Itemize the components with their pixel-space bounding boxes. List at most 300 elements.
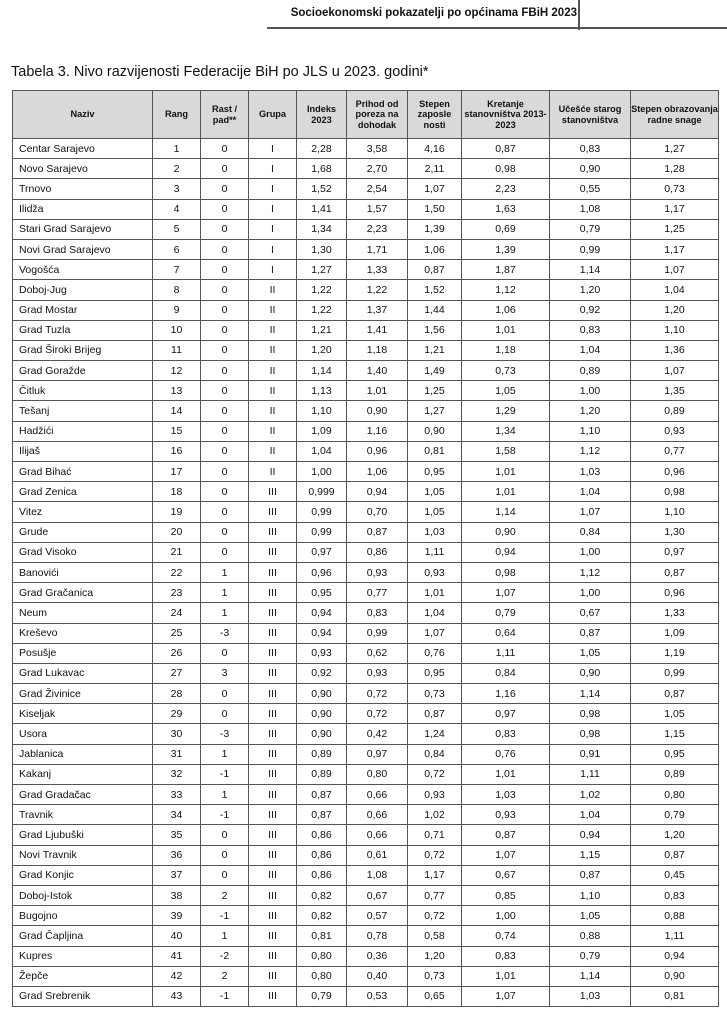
cell-elderly-share: 1,05 bbox=[550, 906, 631, 926]
table-row bbox=[13, 280, 719, 300]
cell-name: Grad Goražde bbox=[13, 361, 153, 381]
cell-elderly-share: 0,55 bbox=[550, 179, 631, 199]
cell-index: 0,90 bbox=[297, 684, 347, 704]
cell-group: III bbox=[249, 704, 297, 724]
cell-population-trend: 0,69 bbox=[462, 219, 550, 239]
cell-change: 0 bbox=[201, 199, 249, 219]
cell-index: 0,80 bbox=[297, 946, 347, 966]
cell-change: 0 bbox=[201, 865, 249, 885]
cell-rank: 36 bbox=[153, 845, 201, 865]
cell-group: I bbox=[249, 239, 297, 259]
cell-population-trend: 1,01 bbox=[462, 462, 550, 482]
cell-index: 1,22 bbox=[297, 300, 347, 320]
table-row bbox=[13, 724, 719, 744]
cell-income-tax: 2,54 bbox=[347, 179, 408, 199]
cell-population-trend: 1,18 bbox=[462, 340, 550, 360]
cell-rank: 2 bbox=[153, 159, 201, 179]
cell-education: 0,96 bbox=[631, 583, 719, 603]
cell-income-tax: 0,80 bbox=[347, 764, 408, 784]
cell-name: Grad Bihać bbox=[13, 462, 153, 482]
cell-employment: 0,81 bbox=[408, 441, 462, 461]
cell-rank: 25 bbox=[153, 623, 201, 643]
cell-elderly-share: 0,87 bbox=[550, 865, 631, 885]
cell-rank: 1 bbox=[153, 139, 201, 159]
cell-employment: 1,50 bbox=[408, 199, 462, 219]
cell-education: 1,36 bbox=[631, 340, 719, 360]
cell-population-trend: 0,83 bbox=[462, 946, 550, 966]
cell-population-trend: 1,87 bbox=[462, 260, 550, 280]
cell-change: 0 bbox=[201, 825, 249, 845]
cell-index: 0,99 bbox=[297, 502, 347, 522]
cell-index: 2,28 bbox=[297, 139, 347, 159]
cell-change: 1 bbox=[201, 744, 249, 764]
cell-rank: 10 bbox=[153, 320, 201, 340]
cell-elderly-share: 1,11 bbox=[550, 764, 631, 784]
cell-education: 0,87 bbox=[631, 845, 719, 865]
cell-group: I bbox=[249, 179, 297, 199]
cell-change: 0 bbox=[201, 260, 249, 280]
cell-education: 0,87 bbox=[631, 562, 719, 582]
cell-population-trend: 1,16 bbox=[462, 684, 550, 704]
column-header: Stepen zaposle nosti bbox=[408, 91, 462, 139]
cell-name: Posušje bbox=[13, 643, 153, 663]
cell-employment: 1,25 bbox=[408, 381, 462, 401]
cell-group: II bbox=[249, 381, 297, 401]
table-row bbox=[13, 966, 719, 986]
cell-population-trend: 0,76 bbox=[462, 744, 550, 764]
cell-index: 1,00 bbox=[297, 462, 347, 482]
cell-elderly-share: 1,14 bbox=[550, 684, 631, 704]
cell-population-trend: 1,03 bbox=[462, 785, 550, 805]
cell-index: 0,92 bbox=[297, 663, 347, 683]
cell-group: III bbox=[249, 764, 297, 784]
cell-index: 1,10 bbox=[297, 401, 347, 421]
cell-change: 0 bbox=[201, 522, 249, 542]
cell-income-tax: 0,86 bbox=[347, 542, 408, 562]
cell-income-tax: 0,96 bbox=[347, 441, 408, 461]
cell-rank: 6 bbox=[153, 239, 201, 259]
cell-group: III bbox=[249, 906, 297, 926]
cell-name: Tešanj bbox=[13, 401, 153, 421]
cell-name: Grad Visoko bbox=[13, 542, 153, 562]
cell-name: Trnovo bbox=[13, 179, 153, 199]
cell-change: 0 bbox=[201, 502, 249, 522]
cell-elderly-share: 0,99 bbox=[550, 239, 631, 259]
cell-income-tax: 0,61 bbox=[347, 845, 408, 865]
cell-income-tax: 3,58 bbox=[347, 139, 408, 159]
cell-income-tax: 1,22 bbox=[347, 280, 408, 300]
cell-elderly-share: 1,00 bbox=[550, 583, 631, 603]
cell-income-tax: 0,66 bbox=[347, 785, 408, 805]
cell-rank: 3 bbox=[153, 179, 201, 199]
cell-income-tax: 2,23 bbox=[347, 219, 408, 239]
cell-change: 0 bbox=[201, 300, 249, 320]
cell-change: 0 bbox=[201, 320, 249, 340]
cell-population-trend: 0,64 bbox=[462, 623, 550, 643]
cell-employment: 1,56 bbox=[408, 320, 462, 340]
cell-income-tax: 2,70 bbox=[347, 159, 408, 179]
cell-education: 0,98 bbox=[631, 482, 719, 502]
cell-income-tax: 0,93 bbox=[347, 562, 408, 582]
cell-income-tax: 0,42 bbox=[347, 724, 408, 744]
cell-employment: 1,06 bbox=[408, 239, 462, 259]
cell-employment: 0,93 bbox=[408, 785, 462, 805]
cell-change: 0 bbox=[201, 381, 249, 401]
cell-population-trend: 1,07 bbox=[462, 583, 550, 603]
cell-change: 0 bbox=[201, 401, 249, 421]
table-row bbox=[13, 684, 719, 704]
cell-income-tax: 1,37 bbox=[347, 300, 408, 320]
table-row bbox=[13, 260, 719, 280]
cell-rank: 8 bbox=[153, 280, 201, 300]
cell-name: Hadžići bbox=[13, 421, 153, 441]
cell-group: II bbox=[249, 401, 297, 421]
cell-group: I bbox=[249, 219, 297, 239]
cell-education: 1,25 bbox=[631, 219, 719, 239]
cell-population-trend: 1,29 bbox=[462, 401, 550, 421]
cell-elderly-share: 0,87 bbox=[550, 623, 631, 643]
cell-population-trend: 1,39 bbox=[462, 239, 550, 259]
table-header-row bbox=[13, 91, 719, 139]
cell-education: 1,20 bbox=[631, 825, 719, 845]
cell-rank: 26 bbox=[153, 643, 201, 663]
cell-income-tax: 0,93 bbox=[347, 663, 408, 683]
cell-population-trend: 1,06 bbox=[462, 300, 550, 320]
cell-rank: 14 bbox=[153, 401, 201, 421]
cell-change: 0 bbox=[201, 441, 249, 461]
cell-population-trend: 0,87 bbox=[462, 139, 550, 159]
cell-population-trend: 0,67 bbox=[462, 865, 550, 885]
cell-index: 1,34 bbox=[297, 219, 347, 239]
cell-rank: 13 bbox=[153, 381, 201, 401]
cell-index: 0,86 bbox=[297, 865, 347, 885]
cell-education: 1,28 bbox=[631, 159, 719, 179]
cell-group: III bbox=[249, 805, 297, 825]
cell-income-tax: 1,71 bbox=[347, 239, 408, 259]
cell-employment: 1,49 bbox=[408, 361, 462, 381]
cell-group: III bbox=[249, 502, 297, 522]
cell-name: Banovići bbox=[13, 562, 153, 582]
cell-change: -1 bbox=[201, 805, 249, 825]
cell-group: III bbox=[249, 603, 297, 623]
cell-elderly-share: 0,88 bbox=[550, 926, 631, 946]
cell-population-trend: 1,12 bbox=[462, 280, 550, 300]
header-divider-vertical bbox=[578, 0, 580, 30]
cell-change: 2 bbox=[201, 966, 249, 986]
cell-elderly-share: 0,79 bbox=[550, 219, 631, 239]
cell-group: II bbox=[249, 320, 297, 340]
table-row bbox=[13, 805, 719, 825]
cell-index: 0,97 bbox=[297, 542, 347, 562]
cell-education: 0,77 bbox=[631, 441, 719, 461]
cell-name: Grad Živinice bbox=[13, 684, 153, 704]
cell-education: 0,88 bbox=[631, 906, 719, 926]
cell-group: III bbox=[249, 845, 297, 865]
cell-employment: 0,73 bbox=[408, 684, 462, 704]
cell-rank: 31 bbox=[153, 744, 201, 764]
cell-change: 0 bbox=[201, 179, 249, 199]
cell-name: Kiseljak bbox=[13, 704, 153, 724]
cell-employment: 0,95 bbox=[408, 462, 462, 482]
cell-rank: 39 bbox=[153, 906, 201, 926]
table-row bbox=[13, 441, 719, 461]
cell-education: 0,93 bbox=[631, 421, 719, 441]
cell-group: III bbox=[249, 885, 297, 905]
cell-population-trend: 1,01 bbox=[462, 764, 550, 784]
cell-index: 1,20 bbox=[297, 340, 347, 360]
cell-employment: 1,02 bbox=[408, 805, 462, 825]
cell-population-trend: 0,93 bbox=[462, 805, 550, 825]
table-row bbox=[13, 562, 719, 582]
cell-elderly-share: 1,00 bbox=[550, 381, 631, 401]
cell-elderly-share: 1,04 bbox=[550, 340, 631, 360]
cell-name: Grad Gradačac bbox=[13, 785, 153, 805]
cell-index: 1,14 bbox=[297, 361, 347, 381]
cell-rank: 41 bbox=[153, 946, 201, 966]
cell-name: Grad Konjic bbox=[13, 865, 153, 885]
cell-income-tax: 0,53 bbox=[347, 986, 408, 1006]
cell-income-tax: 0,57 bbox=[347, 906, 408, 926]
cell-employment: 0,84 bbox=[408, 744, 462, 764]
cell-group: III bbox=[249, 522, 297, 542]
cell-income-tax: 0,66 bbox=[347, 805, 408, 825]
table-caption: Tabela 3. Nivo razvijenosti Federacije BiH po JLS u 2023. godini* bbox=[11, 64, 429, 80]
cell-employment: 1,44 bbox=[408, 300, 462, 320]
cell-population-trend: 1,58 bbox=[462, 441, 550, 461]
cell-rank: 38 bbox=[153, 885, 201, 905]
cell-elderly-share: 0,94 bbox=[550, 825, 631, 845]
cell-group: II bbox=[249, 441, 297, 461]
cell-income-tax: 0,94 bbox=[347, 482, 408, 502]
cell-population-trend: 0,97 bbox=[462, 704, 550, 724]
cell-change: 0 bbox=[201, 542, 249, 562]
cell-population-trend: 0,83 bbox=[462, 724, 550, 744]
cell-name: Kreševo bbox=[13, 623, 153, 643]
cell-employment: 0,87 bbox=[408, 704, 462, 724]
cell-income-tax: 0,87 bbox=[347, 522, 408, 542]
cell-rank: 32 bbox=[153, 764, 201, 784]
table-row bbox=[13, 239, 719, 259]
table-row bbox=[13, 522, 719, 542]
cell-elderly-share: 1,07 bbox=[550, 502, 631, 522]
table-row bbox=[13, 704, 719, 724]
cell-education: 1,17 bbox=[631, 239, 719, 259]
cell-education: 0,90 bbox=[631, 966, 719, 986]
cell-population-trend: 1,07 bbox=[462, 845, 550, 865]
cell-group: III bbox=[249, 663, 297, 683]
cell-index: 1,41 bbox=[297, 199, 347, 219]
cell-income-tax: 0,78 bbox=[347, 926, 408, 946]
cell-education: 0,83 bbox=[631, 885, 719, 905]
cell-index: 0,86 bbox=[297, 825, 347, 845]
cell-index: 0,82 bbox=[297, 885, 347, 905]
cell-rank: 37 bbox=[153, 865, 201, 885]
cell-change: 3 bbox=[201, 663, 249, 683]
cell-name: Grad Široki Brijeg bbox=[13, 340, 153, 360]
cell-population-trend: 0,84 bbox=[462, 663, 550, 683]
cell-employment: 0,77 bbox=[408, 885, 462, 905]
cell-income-tax: 1,08 bbox=[347, 865, 408, 885]
cell-change: -1 bbox=[201, 764, 249, 784]
cell-change: 0 bbox=[201, 462, 249, 482]
cell-elderly-share: 0,84 bbox=[550, 522, 631, 542]
cell-employment: 0,95 bbox=[408, 663, 462, 683]
cell-change: 2 bbox=[201, 885, 249, 905]
cell-group: III bbox=[249, 986, 297, 1006]
column-header: Prihod od poreza na dohodak bbox=[347, 91, 408, 139]
cell-employment: 0,65 bbox=[408, 986, 462, 1006]
cell-rank: 33 bbox=[153, 785, 201, 805]
cell-income-tax: 1,41 bbox=[347, 320, 408, 340]
cell-education: 0,96 bbox=[631, 462, 719, 482]
cell-rank: 40 bbox=[153, 926, 201, 946]
cell-elderly-share: 1,00 bbox=[550, 542, 631, 562]
cell-rank: 30 bbox=[153, 724, 201, 744]
cell-change: 0 bbox=[201, 340, 249, 360]
cell-index: 0,89 bbox=[297, 744, 347, 764]
column-header: Indeks 2023 bbox=[297, 91, 347, 139]
cell-population-trend: 1,01 bbox=[462, 966, 550, 986]
page-header bbox=[0, 0, 727, 30]
table-row bbox=[13, 764, 719, 784]
table-row bbox=[13, 865, 719, 885]
cell-group: I bbox=[249, 159, 297, 179]
cell-elderly-share: 1,03 bbox=[550, 986, 631, 1006]
cell-index: 0,79 bbox=[297, 986, 347, 1006]
cell-index: 1,09 bbox=[297, 421, 347, 441]
cell-income-tax: 1,16 bbox=[347, 421, 408, 441]
table-row bbox=[13, 340, 719, 360]
cell-employment: 1,07 bbox=[408, 623, 462, 643]
table-row bbox=[13, 663, 719, 683]
cell-income-tax: 1,57 bbox=[347, 199, 408, 219]
cell-index: 1,22 bbox=[297, 280, 347, 300]
cell-name: Novi Travnik bbox=[13, 845, 153, 865]
cell-population-trend: 1,34 bbox=[462, 421, 550, 441]
column-header: Grupa bbox=[249, 91, 297, 139]
cell-change: -2 bbox=[201, 946, 249, 966]
cell-rank: 28 bbox=[153, 684, 201, 704]
cell-group: I bbox=[249, 139, 297, 159]
cell-population-trend: 0,79 bbox=[462, 603, 550, 623]
cell-education: 0,80 bbox=[631, 785, 719, 805]
column-header: Rast / pad** bbox=[201, 91, 249, 139]
cell-rank: 18 bbox=[153, 482, 201, 502]
cell-name: Usora bbox=[13, 724, 153, 744]
cell-index: 0,90 bbox=[297, 724, 347, 744]
table-row bbox=[13, 300, 719, 320]
cell-change: 0 bbox=[201, 704, 249, 724]
cell-population-trend: 0,74 bbox=[462, 926, 550, 946]
cell-index: 0,89 bbox=[297, 764, 347, 784]
cell-employment: 0,90 bbox=[408, 421, 462, 441]
table-row bbox=[13, 845, 719, 865]
table-row bbox=[13, 462, 719, 482]
table-row bbox=[13, 986, 719, 1006]
cell-employment: 1,07 bbox=[408, 179, 462, 199]
cell-education: 0,89 bbox=[631, 401, 719, 421]
cell-population-trend: 1,14 bbox=[462, 502, 550, 522]
cell-education: 1,35 bbox=[631, 381, 719, 401]
cell-rank: 21 bbox=[153, 542, 201, 562]
cell-group: III bbox=[249, 643, 297, 663]
cell-change: 0 bbox=[201, 684, 249, 704]
cell-index: 1,04 bbox=[297, 441, 347, 461]
cell-rank: 17 bbox=[153, 462, 201, 482]
cell-group: III bbox=[249, 562, 297, 582]
cell-elderly-share: 1,14 bbox=[550, 260, 631, 280]
table-row bbox=[13, 361, 719, 381]
cell-education: 0,89 bbox=[631, 764, 719, 784]
cell-population-trend: 0,90 bbox=[462, 522, 550, 542]
cell-index: 0,81 bbox=[297, 926, 347, 946]
cell-population-trend: 0,73 bbox=[462, 361, 550, 381]
cell-employment: 0,72 bbox=[408, 906, 462, 926]
cell-rank: 7 bbox=[153, 260, 201, 280]
cell-employment: 0,87 bbox=[408, 260, 462, 280]
cell-employment: 0,73 bbox=[408, 966, 462, 986]
cell-change: 0 bbox=[201, 361, 249, 381]
cell-change: -1 bbox=[201, 986, 249, 1006]
table-row bbox=[13, 825, 719, 845]
cell-elderly-share: 0,89 bbox=[550, 361, 631, 381]
cell-index: 1,13 bbox=[297, 381, 347, 401]
cell-change: 0 bbox=[201, 219, 249, 239]
cell-elderly-share: 1,20 bbox=[550, 401, 631, 421]
cell-population-trend: 0,98 bbox=[462, 562, 550, 582]
cell-rank: 11 bbox=[153, 340, 201, 360]
cell-rank: 27 bbox=[153, 663, 201, 683]
cell-employment: 0,76 bbox=[408, 643, 462, 663]
cell-name: Jablanica bbox=[13, 744, 153, 764]
cell-change: 1 bbox=[201, 926, 249, 946]
cell-name: Grad Mostar bbox=[13, 300, 153, 320]
cell-income-tax: 0,72 bbox=[347, 684, 408, 704]
cell-elderly-share: 1,10 bbox=[550, 421, 631, 441]
cell-index: 0,80 bbox=[297, 966, 347, 986]
cell-name: Vitez bbox=[13, 502, 153, 522]
cell-group: III bbox=[249, 542, 297, 562]
cell-name: Novo Sarajevo bbox=[13, 159, 153, 179]
cell-education: 1,04 bbox=[631, 280, 719, 300]
cell-name: Grad Tuzla bbox=[13, 320, 153, 340]
cell-group: II bbox=[249, 462, 297, 482]
cell-rank: 12 bbox=[153, 361, 201, 381]
cell-income-tax: 0,97 bbox=[347, 744, 408, 764]
column-header: Kretanje stanovništva 2013-2023 bbox=[462, 91, 550, 139]
cell-education: 0,95 bbox=[631, 744, 719, 764]
development-table bbox=[12, 90, 719, 1007]
cell-education: 1,19 bbox=[631, 643, 719, 663]
cell-change: -3 bbox=[201, 724, 249, 744]
table-row bbox=[13, 885, 719, 905]
cell-elderly-share: 1,04 bbox=[550, 805, 631, 825]
cell-rank: 29 bbox=[153, 704, 201, 724]
cell-elderly-share: 1,10 bbox=[550, 885, 631, 905]
cell-rank: 43 bbox=[153, 986, 201, 1006]
cell-name: Novi Grad Sarajevo bbox=[13, 239, 153, 259]
cell-name: Kakanj bbox=[13, 764, 153, 784]
cell-elderly-share: 0,90 bbox=[550, 159, 631, 179]
cell-index: 0,87 bbox=[297, 785, 347, 805]
cell-income-tax: 0,83 bbox=[347, 603, 408, 623]
cell-group: III bbox=[249, 825, 297, 845]
cell-income-tax: 0,36 bbox=[347, 946, 408, 966]
cell-education: 0,87 bbox=[631, 684, 719, 704]
cell-index: 1,21 bbox=[297, 320, 347, 340]
cell-elderly-share: 1,02 bbox=[550, 785, 631, 805]
cell-population-trend: 1,01 bbox=[462, 482, 550, 502]
